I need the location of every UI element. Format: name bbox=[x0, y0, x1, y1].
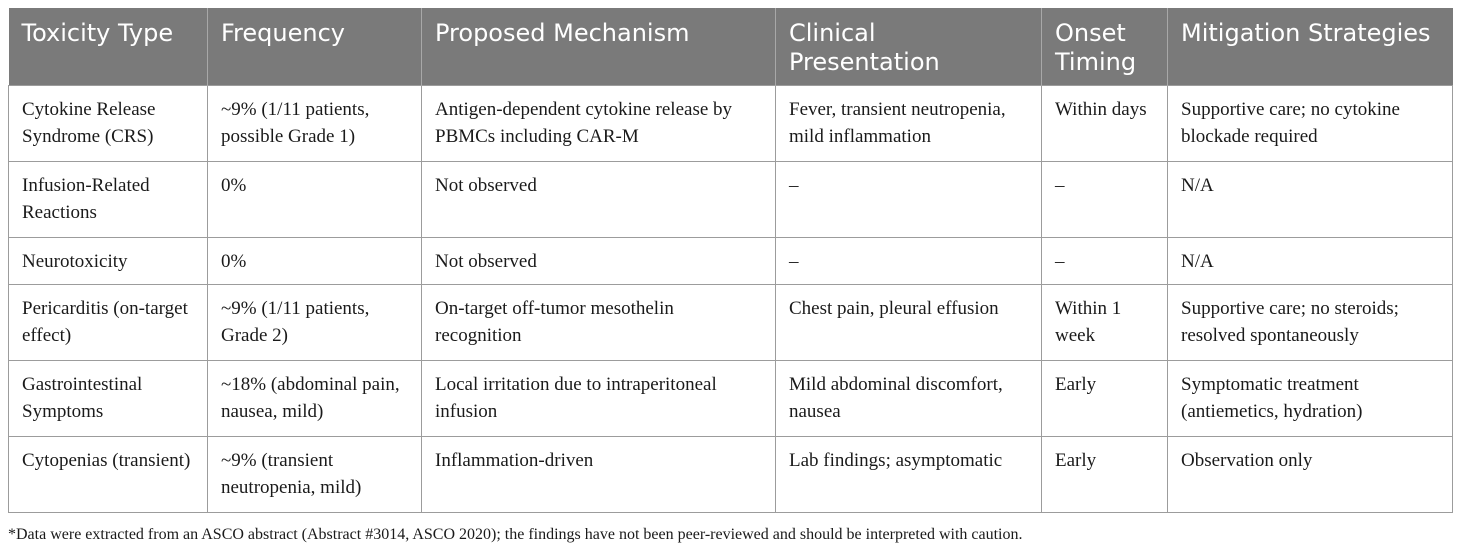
cell-onset-timing: Early bbox=[1042, 361, 1168, 437]
cell-frequency: ~9% (transient neutropenia, mild) bbox=[208, 437, 422, 513]
cell-toxicity-type: Infusion-Related Reactions bbox=[9, 162, 208, 238]
cell-toxicity-type: Neurotoxicity bbox=[9, 238, 208, 285]
cell-toxicity-type: Gastrointestinal Symptoms bbox=[9, 361, 208, 437]
cell-mechanism: On-target off-tumor mesothelin recognition bbox=[422, 285, 776, 361]
table-footnote: *Data were extracted from an ASCO abstract (Abstract #3014, ASCO 2020); the findings have not been peer-reviewed and should be interpreted with caution. bbox=[8, 526, 1023, 543]
cell-clinical-presentation: Fever, transient neutropenia, mild inflammation bbox=[776, 86, 1042, 162]
table-row bbox=[9, 238, 1453, 285]
cell-onset-timing: – bbox=[1042, 162, 1168, 238]
cell-mechanism: Not observed bbox=[422, 238, 776, 285]
cell-mitigation: Supportive care; no steroids; resolved spontaneously bbox=[1168, 285, 1453, 361]
table-header-row bbox=[9, 8, 1453, 86]
table-row bbox=[9, 86, 1453, 162]
header-mitigation-strategies: Mitigation Strategies bbox=[1168, 8, 1453, 86]
cell-toxicity-type: Cytokine Release Syndrome (CRS) bbox=[9, 86, 208, 162]
cell-clinical-presentation: – bbox=[776, 162, 1042, 238]
cell-mechanism: Inflammation-driven bbox=[422, 437, 776, 513]
table-row bbox=[9, 361, 1453, 437]
cell-mitigation: Observation only bbox=[1168, 437, 1453, 513]
header-proposed-mechanism: Proposed Mechanism bbox=[422, 8, 776, 86]
table-row bbox=[9, 437, 1453, 513]
cell-mitigation: N/A bbox=[1168, 162, 1453, 238]
cell-frequency: ~9% (1/11 patients, Grade 2) bbox=[208, 285, 422, 361]
cell-mitigation: Supportive care; no cytokine blockade required bbox=[1168, 86, 1453, 162]
header-frequency: Frequency bbox=[208, 8, 422, 86]
cell-onset-timing: Within days bbox=[1042, 86, 1168, 162]
cell-onset-timing: – bbox=[1042, 238, 1168, 285]
table-row bbox=[9, 162, 1453, 238]
cell-onset-timing: Within 1 week bbox=[1042, 285, 1168, 361]
cell-clinical-presentation: Lab findings; asymptomatic bbox=[776, 437, 1042, 513]
cell-toxicity-type: Cytopenias (transient) bbox=[9, 437, 208, 513]
cell-mechanism: Antigen-dependent cytokine release by PBMCs including CAR-M bbox=[422, 86, 776, 162]
header-toxicity-type: Toxicity Type bbox=[9, 8, 208, 86]
toxicity-table bbox=[8, 8, 1453, 513]
cell-frequency: 0% bbox=[208, 162, 422, 238]
cell-frequency: ~18% (abdominal pain, nausea, mild) bbox=[208, 361, 422, 437]
cell-clinical-presentation: Mild abdominal discomfort, nausea bbox=[776, 361, 1042, 437]
header-clinical-presentation: Clinical Presentation bbox=[776, 8, 1042, 86]
cell-mitigation: Symptomatic treatment (antiemetics, hydration) bbox=[1168, 361, 1453, 437]
cell-frequency: 0% bbox=[208, 238, 422, 285]
cell-clinical-presentation: Chest pain, pleural effusion bbox=[776, 285, 1042, 361]
header-onset-timing: Onset Timing bbox=[1042, 8, 1168, 86]
table-row bbox=[9, 285, 1453, 361]
cell-mechanism: Local irritation due to intraperitoneal infusion bbox=[422, 361, 776, 437]
cell-toxicity-type: Pericarditis (on-target effect) bbox=[9, 285, 208, 361]
cell-frequency: ~9% (1/11 patients, possible Grade 1) bbox=[208, 86, 422, 162]
cell-onset-timing: Early bbox=[1042, 437, 1168, 513]
cell-clinical-presentation: – bbox=[776, 238, 1042, 285]
cell-mitigation: N/A bbox=[1168, 238, 1453, 285]
cell-mechanism: Not observed bbox=[422, 162, 776, 238]
